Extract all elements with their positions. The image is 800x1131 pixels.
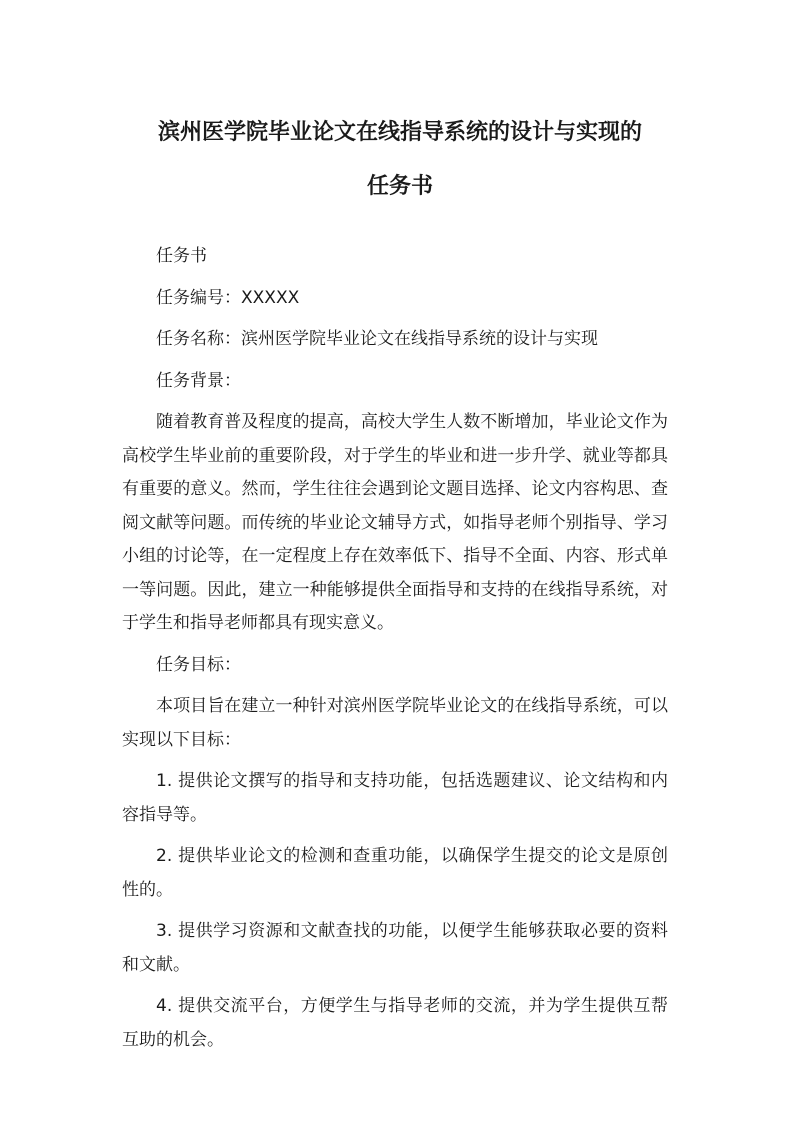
goal-item-4: 4. 提供交流平台，方便学生与指导老师的交流，并为学生提供互帮互助的机会。: [122, 996, 668, 1050]
document-title: [100, 106, 700, 214]
goals-intro: 本项目旨在建立一种针对滨州医学院毕业论文的在线指导系统，可以实现以下目标：: [122, 696, 668, 750]
heading-task-book: 任务书: [156, 246, 207, 266]
task-number: 任务编号：XXXXX: [156, 287, 300, 308]
title-line-1: 滨州医学院毕业论文在线指导系统的设计与实现的: [157, 120, 642, 145]
title-line-2: 任务书: [366, 174, 433, 199]
goal-item-3: 3. 提供学习资源和文献查找的功能，以便学生能够获取必要的资料和文献。: [122, 921, 668, 975]
background-paragraph: 随着教育普及程度的提高，高校大学生人数不断增加，毕业论文作为高校学生毕业前的重要阶段，对于学生的毕业和进一步升学、就业等都具有重要的意义。然而，学生往往会遇到论文题目选择、论文内容构思、查阅文献等问题。而传统的毕业论文辅导方式，如指导老师个别指导、学习小组的讨论等，在一定程度上存在效率低下、指导不全面、内容、形式单一等问题。因此，建立一种能够提供全面指导和支持的在线指导系统，对于学生和指导老师都具有现实意义。: [122, 412, 668, 633]
goal-item-2: 2. 提供毕业论文的检测和查重功能，以确保学生提交的论文是原创性的。: [122, 846, 668, 900]
document-body: [122, 240, 668, 1065]
task-name: 任务名称：滨州医学院毕业论文在线指导系统的设计与实现: [156, 329, 598, 349]
heading-goals: 任务目标：: [156, 654, 241, 675]
heading-background: 任务背景：: [156, 370, 241, 391]
goal-item-1: 1. 提供论文撰写的指导和支持功能，包括选题建议、论文结构和内容指导等。: [122, 771, 668, 825]
